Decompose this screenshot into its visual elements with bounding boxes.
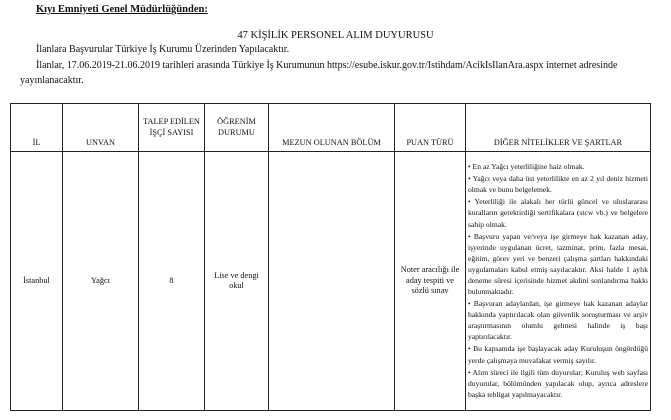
cell-il: İstanbul bbox=[11, 152, 63, 411]
note-item: • Başvuran adaylardan, işe girmeye hak kazanan adaylar hakkında yaptırılacak olan güvenlik soruşturması ve arşiv araştırmasının olumlu gelmesi halinde iş başı yaptırılacaktır. bbox=[468, 299, 648, 342]
cell-diger-notes bbox=[466, 152, 651, 411]
note-item: • En az Yağcı yeterliliğine haiz olmak. bbox=[468, 162, 585, 172]
publication-dates-line-end: yayınlanacaktır. bbox=[20, 75, 84, 86]
table-header-row bbox=[11, 104, 651, 152]
note-item: • Yağcı veya daha üst yeterlilikte en az 2 yıl deniz hizmeti olmak ve bunu belgelemek. bbox=[468, 174, 648, 195]
header-ogrenim: ÖĞRENİM DURUMU bbox=[205, 104, 269, 152]
announcement-title: 47 KİŞİLİK PERSONEL ALIM DUYURUSU bbox=[237, 30, 434, 41]
header-bolum: MEZUN OLUNAN BÖLÜM bbox=[269, 104, 395, 152]
personnel-table bbox=[10, 103, 651, 411]
cell-unvan: Yağcı bbox=[63, 152, 139, 411]
table-row bbox=[11, 152, 651, 411]
header-unvan: UNVAN bbox=[63, 104, 139, 152]
header-diger: DİĞER NİTELİKLER VE ŞARTLAR bbox=[466, 104, 651, 152]
note-item: • Alım süreci ile ilgili tüm duyurular; Kuruluş web sayfası duyurular, bölümünden yapılacak olup, ayrıca adreslere başka tebligat yapılmayacaktır. bbox=[468, 367, 648, 399]
cell-puan: Noter aracılığı ile aday tespiti ve sözlü sınav bbox=[395, 152, 466, 411]
header-puan: PUAN TÜRÜ bbox=[395, 104, 466, 152]
cell-ogrenim: Lise ve dengi okul bbox=[205, 152, 269, 411]
note-item: • Başvuru yapan ve/veya işe girmeye hak kazanan aday, işyerinde uygulanan ücret, tazminat, prim, fazla mesai, eğitim, görev yeri ve benzeri çalışma şartları hakkındaki uygulamaları kabul etmiş sayılacaktır. Aksi halde 1 aylık deneme süresi içerisinde hizmet akdini sonlandırma hakkı bulunmaktadır. bbox=[468, 231, 648, 297]
cell-sayi: 8 bbox=[139, 152, 205, 411]
note-item: • Bu kapsamda işe başlayacak aday Kuruluşun öngördüğü yerde çalışmaya muvafakat vermiş sayılır. bbox=[468, 344, 648, 365]
header-talep: TALEP EDİLEN İŞÇİ SAYISI bbox=[139, 104, 205, 152]
publication-dates-line: İlanlar, 17.06.2019-21.06.2019 tarihleri arasında Türkiye İş Kurumunun https://esube.iskur.gov.tr/Istihdam/AcikIsIlanAra.aspx internet adresinde bbox=[36, 60, 618, 71]
cell-bolum bbox=[269, 152, 395, 411]
application-info-line: İlanlara Başvurular Türkiye İş Kurumu Üzerinden Yapılacaktır. bbox=[36, 44, 290, 55]
organization-heading: Kıyı Emniyeti Genel Müdürlüğünden: bbox=[36, 4, 208, 15]
header-il: İL bbox=[11, 104, 63, 152]
note-item: • Yeterliliği ile alakalı her türlü güncel ve uluslararası kuralların gerektirdiği sertifikalara (stcw vb.) ve belgelere sahip olmak. bbox=[468, 197, 648, 229]
